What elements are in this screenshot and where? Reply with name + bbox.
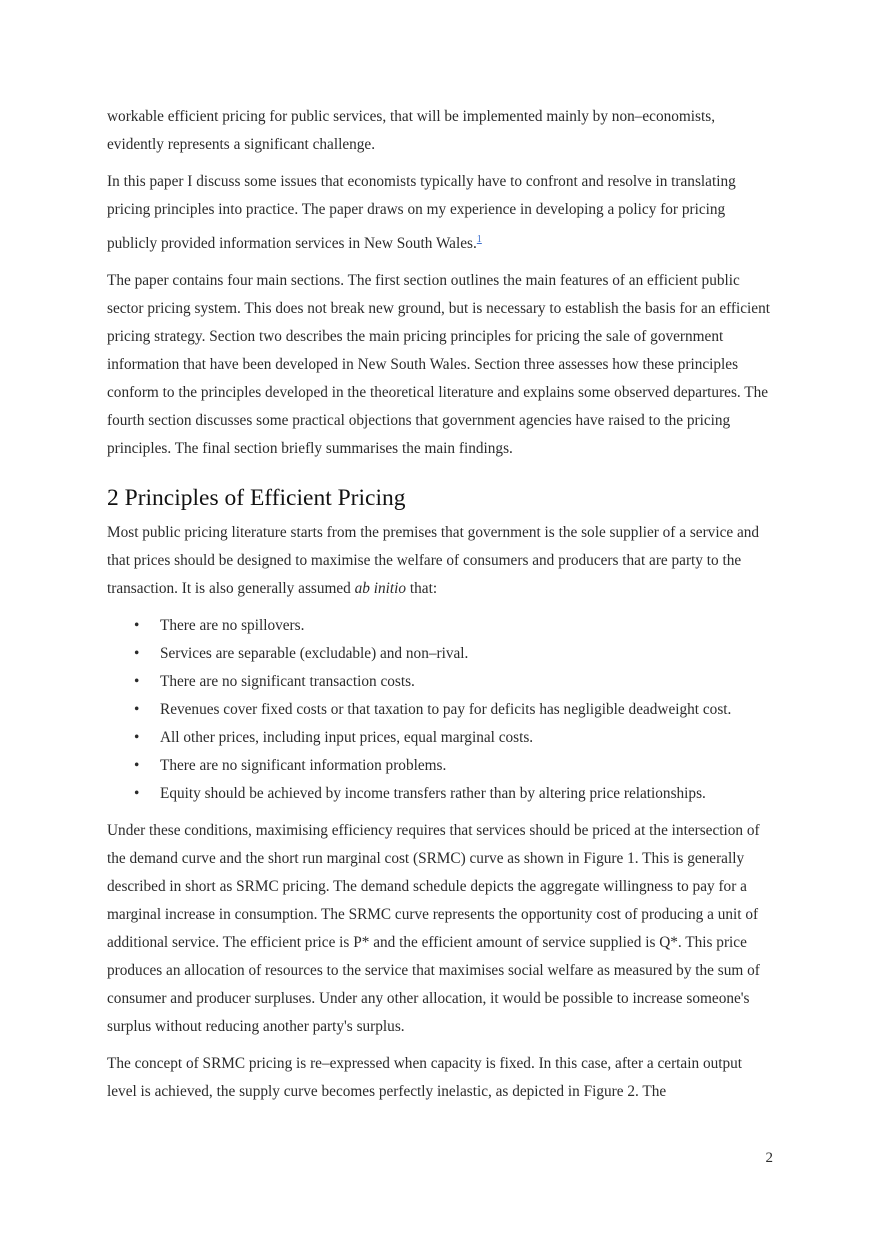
premises-italic-term: ab initio: [354, 580, 407, 598]
list-item-text: Equity should be achieved by income transfers rather than by altering price relationships.: [160, 785, 706, 803]
bullet-icon: •: [134, 673, 140, 691]
list-item: [107, 752, 775, 780]
list-item-text: There are no significant transaction costs.: [160, 673, 415, 691]
list-item-text: Services are separable (excludable) and non–rival.: [160, 645, 469, 663]
section-heading: 2 Principles of Efficient Pricing: [107, 485, 406, 512]
paragraph-intro-continued: workable efficient pricing for public services, that will be implemented mainly by non–economists, evidently represents a significant challenge.: [107, 108, 716, 153]
bullet-icon: •: [134, 617, 140, 635]
list-item-text: There are no spillovers.: [160, 617, 305, 635]
footnote-link-1[interactable]: 1: [476, 234, 482, 245]
premises-text-before: Most public pricing literature starts from the premises that government is the sole supplier of a service and that prices should be designed to maximise the welfare of consumers and producers that are party to the transaction. It is also generally assumed: [107, 524, 760, 598]
list-item: [107, 668, 775, 696]
paragraph-srmc-pricing: Under these conditions, maximising efficiency requires that services should be priced at the intersection of the demand curve and the short run marginal cost (SRMC) curve as shown in Figure 1. This is generally described in short as SRMC pricing. The demand schedule depicts the aggregate willingness to pay for a marginal increase in consumption. The SRMC curve represents the opportunity cost of producing a unit of additional service. The efficient price is P* and the efficient amount of service supplied is Q*. This price produces an allocation of resources to the service that maximises social welfare as measured by the sum of consumer and producer surpluses. Under any other allocation, it would be possible to increase someone's surplus without reducing another party's surplus.: [107, 822, 760, 1036]
list-item: [107, 696, 775, 724]
bullet-icon: •: [134, 701, 140, 719]
bullet-icon: •: [134, 785, 140, 803]
page-body: [107, 103, 775, 1115]
list-item-text: All other prices, including input prices, equal marginal costs.: [160, 729, 534, 747]
page-number: 2: [765, 1150, 773, 1166]
paragraph-fixed-capacity: The concept of SRMC pricing is re–expressed when capacity is fixed. In this case, after a certain output level is achieved, the supply curve becomes perfectly inelastic, as depicted in Figure 2. The: [107, 1055, 743, 1101]
list-item-text: There are no significant information problems.: [160, 757, 447, 775]
list-item: [107, 640, 775, 668]
list-item: [107, 780, 775, 808]
paragraph-paper-scope-text: In this paper I discuss some issues that economists typically have to confront and resolve in translating pricing principles into practice. The paper draws on my experience in developing a policy for pricing publicly provided information services in New South Wales.: [107, 173, 736, 253]
list-item-text: Revenues cover fixed costs or that taxation to pay for deficits has negligible deadweight cost.: [160, 701, 732, 719]
bullet-icon: •: [134, 729, 140, 747]
assumptions-list: [107, 612, 775, 808]
paragraph-premises: [107, 519, 775, 603]
premises-text-after: that:: [406, 580, 438, 598]
bullet-icon: •: [134, 645, 140, 663]
list-item: [107, 724, 775, 752]
list-item: [107, 612, 775, 640]
bullet-icon: •: [134, 757, 140, 775]
paragraph-paper-scope: [107, 168, 775, 258]
paragraph-paper-outline: The paper contains four main sections. The first section outlines the main features of an efficient public sector pricing system. This does not break new ground, but is necessary to establish the basis for an efficient pricing strategy. Section two describes the main pricing principles for pricing the sale of government information that have been developed in New South Wales. Section three assesses how these principles conform to the principles developed in the theoretical literature and explains some observed departures. The fourth section discusses some practical objections that government agencies have raised to the pricing principles. The final section briefly summarises the main findings.: [107, 272, 770, 458]
